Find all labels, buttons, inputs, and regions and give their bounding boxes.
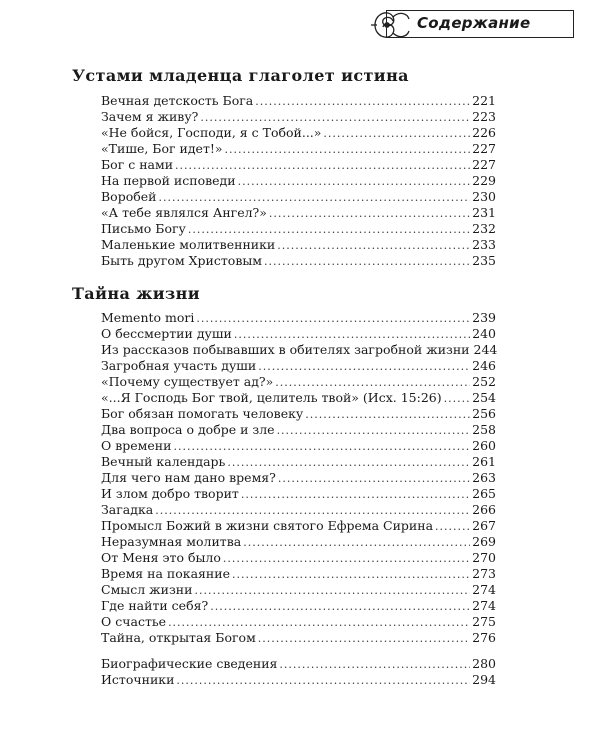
toc-entry[interactable] bbox=[101, 486, 496, 502]
toc-entry[interactable] bbox=[101, 406, 496, 422]
toc-entry-title: Промысл Божий в жизни святого Ефрема Сирина bbox=[101, 518, 434, 533]
toc-page-number: 261 bbox=[472, 454, 496, 469]
toc-list bbox=[101, 310, 496, 646]
leader-dots bbox=[159, 190, 471, 206]
toc-entry[interactable] bbox=[101, 109, 496, 125]
toc-entry[interactable] bbox=[101, 550, 496, 566]
toc-entry[interactable] bbox=[101, 582, 496, 598]
toc-page-number: 263 bbox=[472, 470, 496, 485]
leader-dots bbox=[277, 423, 471, 439]
toc-entry-title: «А тебе являлся Ангел?» bbox=[101, 205, 267, 220]
toc-page-number: 226 bbox=[472, 125, 496, 140]
toc-entry-title: Тайна, открытая Богом bbox=[101, 630, 256, 645]
toc-entry[interactable] bbox=[101, 502, 496, 518]
toc-entry[interactable] bbox=[101, 358, 496, 374]
toc-entry[interactable] bbox=[101, 221, 496, 237]
toc-entry-title: «...Я Господь Бог твой, целитель твой» (Исх. 15:26) bbox=[101, 390, 442, 405]
toc-entry-title: О бессмертии души bbox=[101, 326, 232, 341]
toc-list bbox=[101, 656, 496, 688]
toc-page-number: 230 bbox=[472, 189, 496, 204]
toc-entry-title: Источники bbox=[101, 672, 175, 687]
running-header bbox=[386, 10, 574, 38]
toc-entry[interactable] bbox=[101, 390, 496, 406]
toc-entry[interactable] bbox=[101, 237, 496, 253]
toc-entry-title: Загадка bbox=[101, 502, 154, 517]
toc-page-number: 229 bbox=[472, 173, 496, 188]
toc-entry-title: Бог обязан помогать человеку bbox=[101, 406, 304, 421]
leader-dots bbox=[200, 110, 470, 126]
toc-entry-title: От Меня это было bbox=[101, 550, 221, 565]
toc-page-number: 294 bbox=[472, 672, 496, 687]
toc-entry[interactable] bbox=[101, 422, 496, 438]
header-title: Содержание bbox=[417, 14, 531, 32]
toc-page-number: 240 bbox=[472, 326, 496, 341]
leader-dots bbox=[279, 657, 470, 673]
leader-dots bbox=[305, 407, 470, 423]
toc-entry[interactable] bbox=[101, 189, 496, 205]
toc-page-number: 276 bbox=[472, 630, 496, 645]
leader-dots bbox=[258, 359, 470, 375]
toc-entry-title: Вечный календарь bbox=[101, 454, 226, 469]
toc-entry-title: Время на покаяние bbox=[101, 566, 230, 581]
toc-entry-title: Быть другом Христовым bbox=[101, 253, 263, 268]
leader-dots bbox=[234, 327, 470, 343]
toc-entry[interactable] bbox=[101, 205, 496, 221]
toc-entry[interactable] bbox=[101, 630, 496, 646]
leader-dots bbox=[444, 391, 471, 407]
toc-entry[interactable] bbox=[101, 438, 496, 454]
toc-entry[interactable] bbox=[101, 326, 496, 342]
toc-entry[interactable] bbox=[101, 342, 496, 358]
toc-entry-title: О времени bbox=[101, 438, 172, 453]
toc-entry-title: Memento mori bbox=[101, 310, 195, 325]
leader-dots bbox=[210, 599, 470, 615]
leader-dots bbox=[435, 519, 470, 535]
toc-entry-title: Бог с нами bbox=[101, 157, 174, 172]
toc-entry[interactable] bbox=[101, 374, 496, 390]
toc-page-number: 265 bbox=[472, 486, 496, 501]
toc-entry-title: О счастье bbox=[101, 614, 167, 629]
toc-entry[interactable] bbox=[101, 470, 496, 486]
toc-entry[interactable] bbox=[101, 141, 496, 157]
toc-page-number: 269 bbox=[472, 534, 496, 549]
ornament-icon bbox=[369, 3, 413, 47]
toc-page-number: 254 bbox=[472, 390, 496, 405]
toc-entry-title: Письмо Богу bbox=[101, 221, 186, 236]
toc-page-number: 270 bbox=[472, 550, 496, 565]
toc-page-number: 221 bbox=[472, 93, 496, 108]
toc-page-number: 232 bbox=[472, 221, 496, 236]
leader-dots bbox=[323, 126, 470, 142]
leader-dots bbox=[175, 158, 470, 174]
toc-entry-title: Биографические сведения bbox=[101, 656, 278, 671]
toc-page-number: 256 bbox=[472, 406, 496, 421]
toc-entry[interactable] bbox=[101, 598, 496, 614]
toc-page-number: 266 bbox=[472, 502, 496, 517]
toc-page-number: 274 bbox=[472, 582, 496, 597]
toc-page-number: 239 bbox=[472, 310, 496, 325]
toc-entry[interactable] bbox=[101, 253, 496, 269]
toc-entry-title: «Почему существует ад?» bbox=[101, 374, 274, 389]
toc-entry[interactable] bbox=[101, 157, 496, 173]
toc-entry-title: Где найти себя? bbox=[101, 598, 209, 613]
toc-list bbox=[101, 93, 496, 269]
toc-entry[interactable] bbox=[101, 566, 496, 582]
toc-page-number: 235 bbox=[472, 253, 496, 268]
toc-entry-title: Загробная участь души bbox=[101, 358, 257, 373]
leader-dots bbox=[269, 206, 470, 222]
leader-dots bbox=[232, 567, 470, 583]
toc-entry-title: Для чего нам дано время? bbox=[101, 470, 276, 485]
toc-page-number: 227 bbox=[472, 157, 496, 172]
toc-entry[interactable] bbox=[101, 518, 496, 534]
leader-dots bbox=[188, 222, 470, 238]
toc-entry-title: Маленькие молитвенники bbox=[101, 237, 276, 252]
toc-page-number: 246 bbox=[472, 358, 496, 373]
section-title: Устами младенца глаголет истина bbox=[72, 66, 409, 85]
toc-entry[interactable] bbox=[101, 125, 496, 141]
leader-dots bbox=[255, 94, 470, 110]
leader-dots bbox=[176, 673, 470, 689]
leader-dots bbox=[241, 487, 470, 503]
toc-entry[interactable] bbox=[101, 173, 496, 189]
leader-dots bbox=[277, 238, 470, 254]
toc-page-number: 244 bbox=[473, 342, 498, 357]
toc-entry[interactable] bbox=[101, 93, 496, 109]
leader-dots bbox=[173, 439, 470, 455]
toc-entry[interactable] bbox=[101, 454, 496, 470]
leader-dots bbox=[168, 615, 470, 631]
toc-page-number: 280 bbox=[472, 656, 496, 671]
toc-entry-title: Зачем я живу? bbox=[101, 109, 199, 124]
leader-dots bbox=[264, 254, 470, 270]
leader-dots bbox=[278, 471, 470, 487]
toc-entry-title: «Не бойся, Господи, я с Тобой...» bbox=[101, 125, 322, 140]
toc-page-number: 231 bbox=[472, 205, 496, 220]
toc-entry-title: Из рассказов побывавших в обителях загробной жизни bbox=[101, 342, 470, 357]
leader-dots bbox=[155, 503, 470, 519]
toc-entry[interactable] bbox=[101, 614, 496, 630]
leader-dots bbox=[227, 455, 470, 471]
toc-entry-title: На первой исповеди bbox=[101, 173, 236, 188]
leader-dots bbox=[275, 375, 470, 391]
toc-entry[interactable] bbox=[101, 310, 496, 326]
toc-entry-title: Воробей bbox=[101, 189, 157, 204]
toc-entry[interactable] bbox=[101, 672, 496, 688]
toc-page-number: 260 bbox=[472, 438, 496, 453]
leader-dots bbox=[243, 535, 470, 551]
toc-entry-title: «Тише, Бог идет!» bbox=[101, 141, 223, 156]
toc-page-number: 227 bbox=[472, 141, 496, 156]
toc-entry-title: И злом добро творит bbox=[101, 486, 239, 501]
leader-dots bbox=[223, 551, 470, 567]
leader-dots bbox=[225, 142, 471, 158]
toc-page-number: 275 bbox=[472, 614, 496, 629]
toc-entry-title: Смысл жизни bbox=[101, 582, 193, 597]
leader-dots bbox=[194, 583, 470, 599]
section-title: Тайна жизни bbox=[72, 284, 201, 303]
toc-entry-title: Два вопроса о добре и зле bbox=[101, 422, 275, 437]
toc-entry-title: Неразумная молитва bbox=[101, 534, 242, 549]
toc-entry-title: Вечная детскость Бога bbox=[101, 93, 254, 108]
toc-entry[interactable] bbox=[101, 534, 496, 550]
leader-dots bbox=[196, 311, 470, 327]
toc-page-number: 267 bbox=[472, 518, 496, 533]
toc-entry[interactable] bbox=[101, 656, 496, 672]
toc-page-number: 223 bbox=[472, 109, 496, 124]
toc-page-number: 273 bbox=[472, 566, 496, 581]
toc-page-number: 252 bbox=[472, 374, 496, 389]
leader-dots bbox=[238, 174, 471, 190]
toc-page-number: 274 bbox=[472, 598, 496, 613]
leader-dots bbox=[258, 631, 470, 647]
toc-page-number: 233 bbox=[472, 237, 496, 252]
toc-page-number: 258 bbox=[472, 422, 496, 437]
